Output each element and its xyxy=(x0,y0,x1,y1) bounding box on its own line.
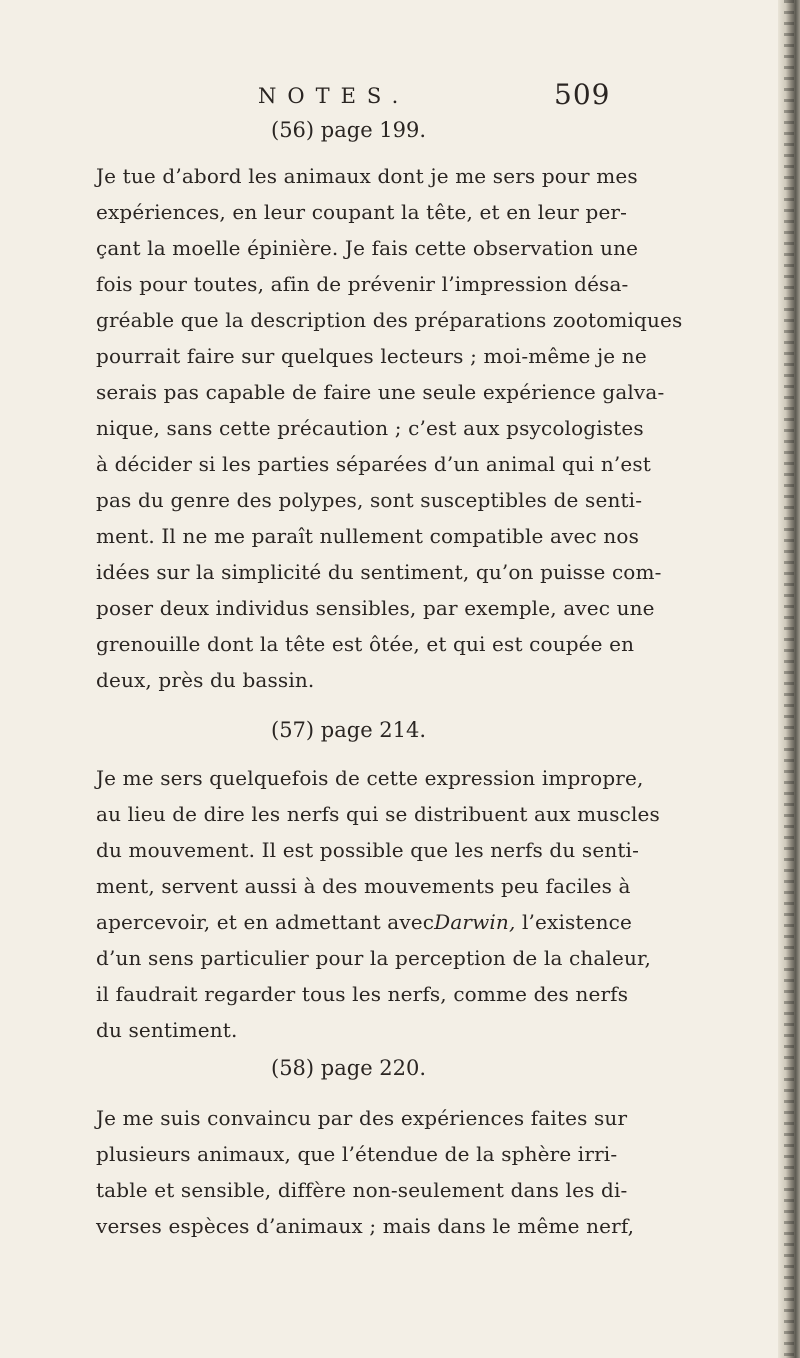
note-57-line: au lieu de dire les nerfs qui se distribuent aux muscles xyxy=(96,802,660,826)
running-header xyxy=(258,78,618,118)
note-56-heading: (56) page 199. xyxy=(271,118,427,142)
page-number: 509 xyxy=(554,78,611,111)
note-57-line: ment, servent aussi à des mouvements peu faciles à xyxy=(96,874,631,898)
note-57-line-tail xyxy=(434,908,632,936)
note-56-line: ment. Il ne me paraît nullement compatible avec nos xyxy=(96,524,640,548)
note-57-line: du sentiment. xyxy=(96,1018,238,1042)
note-56-line: pas du genre des polypes, sont susceptibles de senti- xyxy=(96,488,643,512)
note-57-line-with-italic xyxy=(96,908,632,936)
note-56-line: gréable que la description des préparations zootomiques xyxy=(96,308,683,332)
note-56-line: deux, près du bassin. xyxy=(96,668,315,692)
note-58-line: plusieurs animaux, que l’étendue de la sphère irri- xyxy=(96,1142,618,1166)
note-58-line: table et sensible, diffère non-seulement dans les di- xyxy=(96,1178,628,1202)
note-58-heading: (58) page 220. xyxy=(271,1056,427,1080)
note-56-line: serais pas capable de faire une seule expérience galva- xyxy=(96,380,665,404)
note-57-heading: (57) page 214. xyxy=(271,718,427,742)
note-57-line: d’un sens particulier pour la perception de la chaleur, xyxy=(96,946,652,970)
note-56-line: expériences, en leur coupant la tête, et en leur per- xyxy=(96,200,628,224)
note-56-line: idées sur la simplicité du sentiment, qu’on puisse com- xyxy=(96,560,662,584)
note-58-line: Je me suis convaincu par des expériences faites sur xyxy=(96,1106,628,1130)
page-binding-lines xyxy=(784,0,794,1358)
note-57-line: Je me sers quelquefois de cette expression impropre, xyxy=(96,766,644,790)
note-56-line: nique, sans cette précaution ; c’est aux psycologistes xyxy=(96,416,644,440)
note-56-line: à décider si les parties séparées d’un animal qui n’est xyxy=(96,452,651,476)
note-57-line: il faudrait regarder tous les nerfs, comme des nerfs xyxy=(96,982,629,1006)
note-58-line: verses espèces d’animaux ; mais dans le même nerf, xyxy=(96,1214,635,1238)
note-56-line: poser deux individus sensibles, par exemple, avec une xyxy=(96,596,655,620)
note-57-line: du mouvement. Il est possible que les nerfs du senti- xyxy=(96,838,639,862)
note-56-line: fois pour toutes, afin de prévenir l’impression désa- xyxy=(96,272,629,296)
note-56-line: grenouille dont la tête est ôtée, et qui est coupée en xyxy=(96,632,635,656)
author-name-italic: Darwin, xyxy=(434,910,516,934)
note-56-line: pourrait faire sur quelques lecteurs ; moi-même je ne xyxy=(96,344,647,368)
note-57-line-rest: l’existence xyxy=(521,910,632,934)
note-57-line-text: apercevoir, et en admettant avec xyxy=(96,910,435,934)
note-56-line: çant la moelle épinière. Je fais cette observation une xyxy=(96,236,639,260)
header-title: NOTES. xyxy=(258,84,410,108)
note-56-line: Je tue d’abord les animaux dont je me sers pour mes xyxy=(96,164,638,188)
